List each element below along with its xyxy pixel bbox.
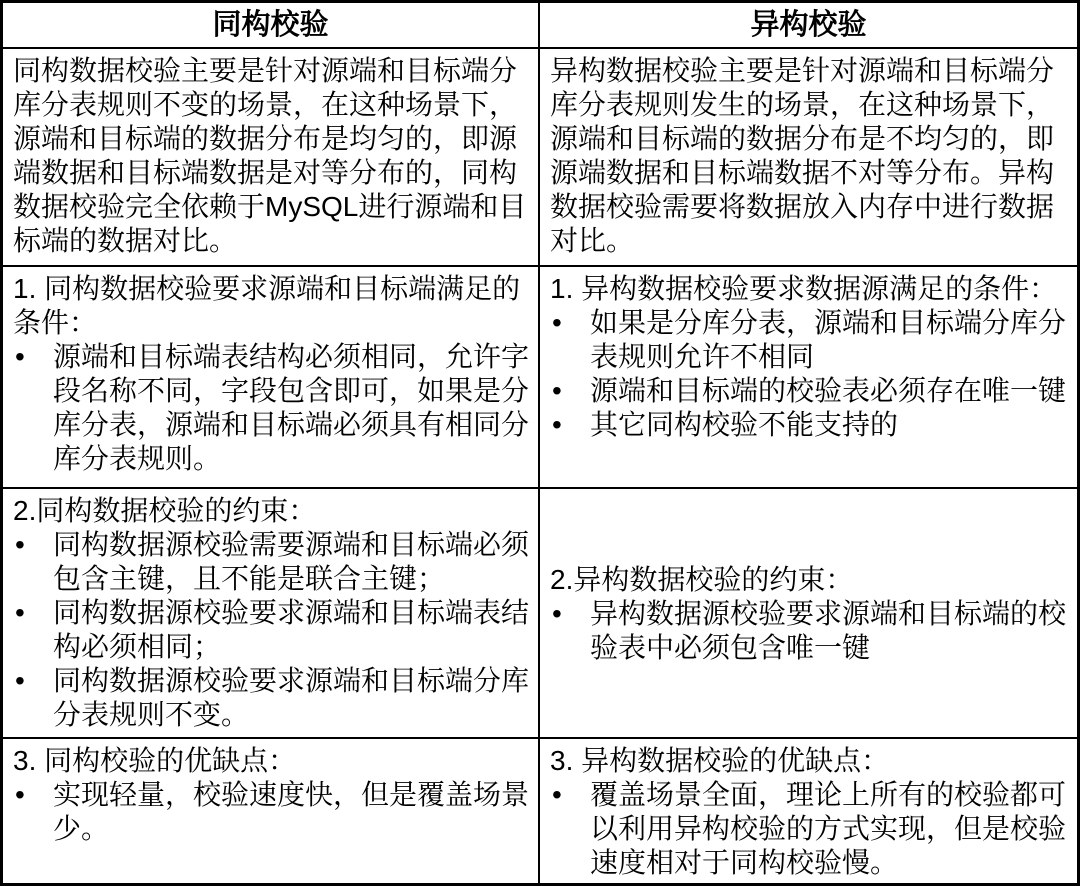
bullet-icon: • (552, 597, 562, 629)
bullet-icon: • (552, 375, 562, 406)
conditions-heterogeneous-list (550, 306, 1069, 442)
cell-intro-heterogeneous (538, 47, 1077, 265)
constraints-heterogeneous-heading: 2.异构数据校验的约束： (550, 563, 854, 595)
list-item-text: 实现轻量，校验速度快，但是覆盖场景少。 (53, 779, 530, 844)
list-item (550, 778, 1069, 880)
list-item-text: 源端和目标端表结构必须相同，允许字段名称不同，字段包含即可，如果是分库分表，源端和目标端必须具有相同分库分表规则。 (53, 341, 530, 474)
cell-proscons-homogeneous (3, 737, 538, 883)
proscons-homogeneous-list (13, 778, 530, 846)
list-item-text: 如果是分库分表，源端和目标端分库分表规则允许不相同 (590, 307, 1067, 372)
list-item-text: 异构数据源校验要求源端和目标端的校验表中必须包含唯一键 (590, 597, 1067, 663)
list-item (13, 596, 530, 664)
conditions-homogeneous-heading: 1. 同构数据校验要求源端和目标端满足的条件： (13, 273, 521, 338)
conditions-heterogeneous-heading: 1. 异构数据校验要求数据源满足的条件： (550, 273, 1058, 304)
list-item-text: 覆盖场景全面，理论上所有的校验都可以利用异构校验的方式实现，但是校验速度相对于同构校验慢。 (590, 779, 1067, 878)
constraints-heterogeneous-list (550, 597, 1069, 665)
intro-heterogeneous-text: 异构数据校验主要是针对源端和目标端分库分表规则发生的场景，在这种场景下，源端和目标端的数据分布是不均匀的，即源端数据和目标端数据不对等分布。异构数据校验需要将数据放入内存中进行数据对比。 (550, 55, 1055, 256)
bullet-icon: • (552, 409, 562, 440)
bullet-icon: • (15, 529, 25, 560)
list-item (13, 340, 530, 476)
constraints-homogeneous-heading: 2.同构数据校验的约束： (13, 495, 317, 526)
list-item (550, 374, 1069, 408)
bullet-icon: • (15, 341, 25, 372)
cell-conditions-homogeneous (3, 265, 538, 487)
cell-constraints-heterogeneous (538, 487, 1077, 737)
list-item (13, 664, 530, 732)
bullet-icon: • (15, 597, 25, 628)
conditions-homogeneous-list (13, 340, 530, 476)
list-item-text: 其它同构校验不能支持的 (590, 409, 899, 440)
list-item (550, 306, 1069, 374)
list-item-text: 同构数据源校验需要源端和目标端必须包含主键，且不能是联合主键； (53, 529, 530, 594)
proscons-heterogeneous-list (550, 778, 1069, 880)
cell-proscons-heterogeneous (538, 737, 1077, 883)
bullet-icon: • (552, 307, 562, 338)
list-item-text: 同构数据源校验要求源端和目标端分库分表规则不变。 (53, 665, 530, 730)
bullet-icon: • (15, 665, 25, 696)
column-header-homogeneous: 同构校验 (212, 9, 329, 41)
cell-conditions-heterogeneous (538, 265, 1077, 487)
bullet-icon: • (15, 779, 25, 810)
intro-homogeneous-text: 同构数据校验主要是针对源端和目标端分库分表规则不变的场景，在这种场景下，源端和目标端的数据分布是均匀的，即源端数据和目标端数据是对等分布的，同构数据校验完全依赖于MySQL进行源端和目标端的数据对比。 (13, 55, 527, 256)
proscons-homogeneous-heading: 3. 同构校验的优缺点： (13, 745, 297, 776)
bullet-icon: • (552, 779, 562, 810)
column-header-heterogeneous: 异构校验 (538, 3, 1077, 47)
list-item (550, 408, 1069, 442)
list-item (13, 528, 530, 596)
list-item-text: 同构数据源校验要求源端和目标端表结构必须相同； (53, 597, 530, 662)
constraints-homogeneous-list (13, 528, 530, 732)
proscons-heterogeneous-heading: 3. 异构数据校验的优缺点： (550, 745, 890, 776)
list-item (13, 778, 530, 846)
cell-intro-homogeneous (3, 47, 538, 265)
list-item-text: 源端和目标端的校验表必须存在唯一键 (590, 375, 1067, 406)
cell-constraints-homogeneous (3, 487, 538, 737)
list-item (550, 597, 1069, 665)
